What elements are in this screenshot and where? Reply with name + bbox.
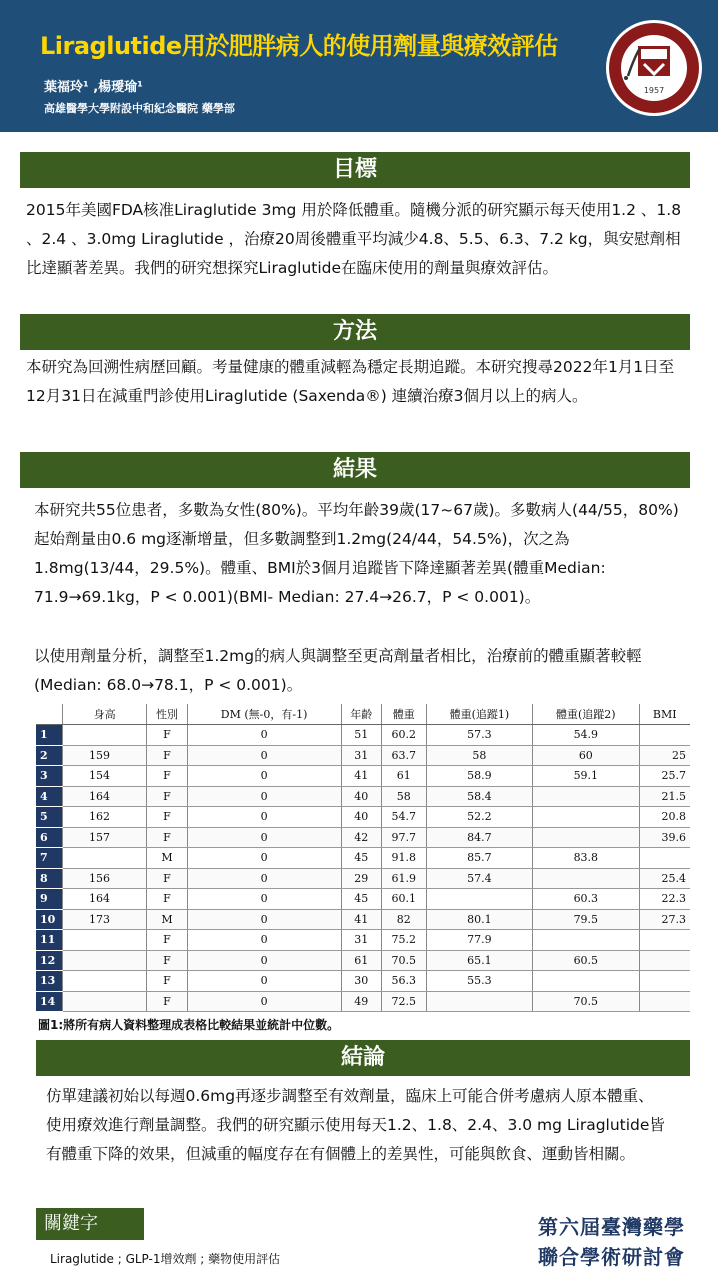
- table-cell: [639, 930, 690, 951]
- table-cell: 54.7: [381, 807, 426, 828]
- table-cell: 49: [341, 991, 381, 1012]
- table-cell: 61: [341, 950, 381, 971]
- table-cell: [533, 807, 639, 828]
- table-cell: 0: [187, 930, 341, 951]
- table-cell: 0: [187, 848, 341, 869]
- table-row: [36, 889, 690, 910]
- table-cell: 54.9: [533, 725, 639, 746]
- table-cell: 25.4: [639, 868, 690, 889]
- row-index: 10: [36, 909, 63, 930]
- table-cell: 39.6: [639, 827, 690, 848]
- conclusion-text: 仿單建議初始以每週0.6mg再逐步調整至有效劑量，臨床上可能合併考慮病人原本體重、使用療效進行劑量調整。我們的研究顯示使用每天1.2、1.8、2.4、3.0 mg Liraglutide皆有體重下降的效果，但減重的幅度存在有個體上的差異性，可能與飲食、運動皆相關。: [46, 1087, 665, 1163]
- objective-heading: 目標: [20, 152, 690, 188]
- table-cell: 42: [341, 827, 381, 848]
- table-cell: [63, 848, 147, 869]
- table-cell: 45: [341, 889, 381, 910]
- table-cell: 0: [187, 807, 341, 828]
- table-cell: 91.8: [381, 848, 426, 869]
- row-index: 6: [36, 827, 63, 848]
- poster-header: [0, 0, 718, 132]
- table-row: [36, 786, 690, 807]
- table-cell: [533, 786, 639, 807]
- table-cell: [533, 868, 639, 889]
- table-cell: 0: [187, 725, 341, 746]
- table-cell: 83.8: [533, 848, 639, 869]
- table-cell: 20.8: [639, 807, 690, 828]
- table-cell: [533, 971, 639, 992]
- table-cell: 59.1: [533, 766, 639, 787]
- results-text-2: 以使用劑量分析，調整至1.2mg的病人與調整至更高劑量者相比，治療前的體重顯著較輕(Median: 68.0→78.1，P < 0.001)。: [34, 647, 642, 694]
- table-cell: 55.3: [426, 971, 532, 992]
- table-cell: 97.7: [381, 827, 426, 848]
- table-cell: 72.5: [381, 991, 426, 1012]
- table-cell: 0: [187, 786, 341, 807]
- table-cell: 159: [63, 745, 147, 766]
- table-caption: 圖1:將所有病人資料整理成表格比較結果並統計中位數。: [38, 1018, 340, 1032]
- table-cell: 173: [63, 909, 147, 930]
- table-cell: 0: [187, 889, 341, 910]
- table-cell: [63, 725, 147, 746]
- affiliation: 高雄醫學大學附設中和紀念醫院 藥學部: [44, 102, 235, 115]
- table-row: [36, 827, 690, 848]
- table-cell: M: [147, 909, 187, 930]
- table-cell: 0: [187, 971, 341, 992]
- table-cell: 51: [341, 725, 381, 746]
- table-cell: 0: [187, 868, 341, 889]
- table-cell: 60.1: [381, 889, 426, 910]
- table-cell: 70.5: [533, 991, 639, 1012]
- methods-text: 本研究為回溯性病歷回顧。考量健康的體重減輕為穩定長期追蹤。本研究搜尋2022年1月1日至12月31日在減重門診使用Liraglutide (Saxenda®) 連續治療3個月以上的病人。: [26, 358, 675, 405]
- table-cell: 164: [63, 786, 147, 807]
- table-cell: F: [147, 889, 187, 910]
- table-cell: 0: [187, 766, 341, 787]
- table-cell: F: [147, 991, 187, 1012]
- table-cell: 84.7: [426, 827, 532, 848]
- column-header: 體重: [381, 704, 426, 725]
- table-row: [36, 909, 690, 930]
- column-header: 年齡: [341, 704, 381, 725]
- row-index: 5: [36, 807, 63, 828]
- table-cell: 154: [63, 766, 147, 787]
- table-cell: 164: [63, 889, 147, 910]
- table-row: [36, 868, 690, 889]
- table-cell: 29: [341, 868, 381, 889]
- table-cell: 58.9: [426, 766, 532, 787]
- table-row: [36, 950, 690, 971]
- table-cell: 61.9: [381, 868, 426, 889]
- table-cell: F: [147, 930, 187, 951]
- table-cell: 41: [341, 909, 381, 930]
- table-cell: F: [147, 807, 187, 828]
- table-cell: 65.1: [426, 950, 532, 971]
- table-cell: F: [147, 786, 187, 807]
- seal-year: 1957: [643, 86, 665, 95]
- table-cell: 156: [63, 868, 147, 889]
- row-index: 14: [36, 991, 63, 1012]
- table-row: [36, 807, 690, 828]
- table-cell: 52.2: [426, 807, 532, 828]
- table-cell: [63, 971, 147, 992]
- table-cell: 0: [187, 950, 341, 971]
- table-cell: 85.7: [426, 848, 532, 869]
- row-index: 13: [36, 971, 63, 992]
- table-cell: [63, 991, 147, 1012]
- table-cell: 61: [381, 766, 426, 787]
- table-row: [36, 725, 690, 746]
- table-cell: 0: [187, 991, 341, 1012]
- table-row: [36, 848, 690, 869]
- row-index: 3: [36, 766, 63, 787]
- methods-heading: 方法: [20, 314, 690, 350]
- table-cell: 75.2: [381, 930, 426, 951]
- table-cell: 0: [187, 909, 341, 930]
- table-cell: 0: [187, 745, 341, 766]
- table-cell: 70.5: [381, 950, 426, 971]
- table-cell: 82: [381, 909, 426, 930]
- table-cell: F: [147, 868, 187, 889]
- table-cell: F: [147, 971, 187, 992]
- results-text-1: 本研究共55位患者，多數為女性(80%)。平均年齡39歲(17~67歲)。多數病人(44/55，80%)起始劑量由0.6 mg逐漸增量，但多數調整到1.2mg(24/44，54.5%)，次之為1.8mg(13/44，29.5%)。體重、BMI於3個月追蹤皆下降達顯著差異(體重Median: 71.9→69.1kg，P < 0.001)(BMI- Median: 27.4→26.7，P < 0.001)。: [34, 501, 679, 606]
- column-header: 性別: [147, 704, 187, 725]
- table-cell: 27.3: [639, 909, 690, 930]
- column-header: BMI: [639, 704, 690, 725]
- table-row: [36, 991, 690, 1012]
- table-cell: F: [147, 766, 187, 787]
- table-cell: F: [147, 950, 187, 971]
- table-cell: 22.3: [639, 889, 690, 910]
- conference-logo: [538, 1212, 685, 1272]
- table-cell: F: [147, 745, 187, 766]
- table-cell: 40: [341, 786, 381, 807]
- table-cell: 57.4: [426, 868, 532, 889]
- table-cell: M: [147, 848, 187, 869]
- table-cell: 58.4: [426, 786, 532, 807]
- table-cell: 162: [63, 807, 147, 828]
- table-cell: 60.2: [381, 725, 426, 746]
- table-cell: [426, 991, 532, 1012]
- table-cell: [63, 950, 147, 971]
- table-cell: [639, 971, 690, 992]
- row-index: 12: [36, 950, 63, 971]
- table-cell: 40: [341, 807, 381, 828]
- table-cell: 60.5: [533, 950, 639, 971]
- conference-line-1: 第六屆臺灣藥學: [538, 1215, 685, 1239]
- table-cell: 58: [426, 745, 532, 766]
- table-cell: [426, 889, 532, 910]
- table-cell: 45: [341, 848, 381, 869]
- row-index: 8: [36, 868, 63, 889]
- university-seal-icon: [604, 18, 704, 118]
- table-cell: [639, 725, 690, 746]
- table-cell: 60: [533, 745, 639, 766]
- table-row: [36, 766, 690, 787]
- table-cell: 57.3: [426, 725, 532, 746]
- table-header-row: [36, 704, 690, 725]
- table-cell: 41: [341, 766, 381, 787]
- table-cell: 79.5: [533, 909, 639, 930]
- column-header: [36, 704, 63, 725]
- table-cell: 60.3: [533, 889, 639, 910]
- table-cell: 56.3: [381, 971, 426, 992]
- table-cell: [63, 930, 147, 951]
- keywords-text: Liraglutide ; GLP-1增效劑 ; 藥物使用評估: [50, 1252, 281, 1266]
- table-cell: [639, 848, 690, 869]
- table-cell: [639, 950, 690, 971]
- table-cell: [639, 991, 690, 1012]
- table-cell: 31: [341, 930, 381, 951]
- row-index: 1: [36, 725, 63, 746]
- patient-data-table: [36, 704, 690, 1008]
- conclusion-heading: 結論: [36, 1040, 690, 1076]
- row-index: 11: [36, 930, 63, 951]
- table-cell: 25.7: [639, 766, 690, 787]
- row-index: 2: [36, 745, 63, 766]
- table-cell: [533, 827, 639, 848]
- keywords-heading: 關鍵字: [36, 1208, 144, 1240]
- table-cell: 30: [341, 971, 381, 992]
- table-cell: F: [147, 827, 187, 848]
- column-header: DM (無-0，有-1): [187, 704, 341, 725]
- table-row: [36, 971, 690, 992]
- poster-title: Liraglutide用於肥胖病人的使用劑量與療效評估: [40, 32, 558, 60]
- conference-line-2: 聯合學術研討會: [538, 1245, 685, 1269]
- table-row: [36, 930, 690, 951]
- table-cell: 80.1: [426, 909, 532, 930]
- row-index: 7: [36, 848, 63, 869]
- column-header: 體重(追蹤2): [533, 704, 639, 725]
- authors: 葉福玲¹ ,楊璦瑜¹: [44, 80, 143, 95]
- table-cell: 21.5: [639, 786, 690, 807]
- row-index: 9: [36, 889, 63, 910]
- table-cell: 0: [187, 827, 341, 848]
- table-cell: F: [147, 725, 187, 746]
- objective-text: 2015年美國FDA核准Liraglutide 3mg 用於降低體重。隨機分派的研究顯示每天使用1.2 、1.8 、2.4 、3.0mg Liraglutide ，治療20周後體重平均減少4.8、5.5、6.3、7.2 kg，與安慰劑相比達顯著差異。我們的研究想探究Liraglutide在臨床使用的劑量與療效評估。: [26, 201, 682, 277]
- table-row: [36, 745, 690, 766]
- results-heading: 結果: [20, 452, 690, 488]
- table-cell: 157: [63, 827, 147, 848]
- table-cell: 77.9: [426, 930, 532, 951]
- table-cell: 31: [341, 745, 381, 766]
- table-cell: 25: [639, 745, 690, 766]
- table-cell: [533, 930, 639, 951]
- column-header: 身高: [63, 704, 147, 725]
- table-body: [36, 725, 690, 1012]
- row-index: 4: [36, 786, 63, 807]
- column-header: 體重(追蹤1): [426, 704, 532, 725]
- table-cell: 63.7: [381, 745, 426, 766]
- table-cell: 58: [381, 786, 426, 807]
